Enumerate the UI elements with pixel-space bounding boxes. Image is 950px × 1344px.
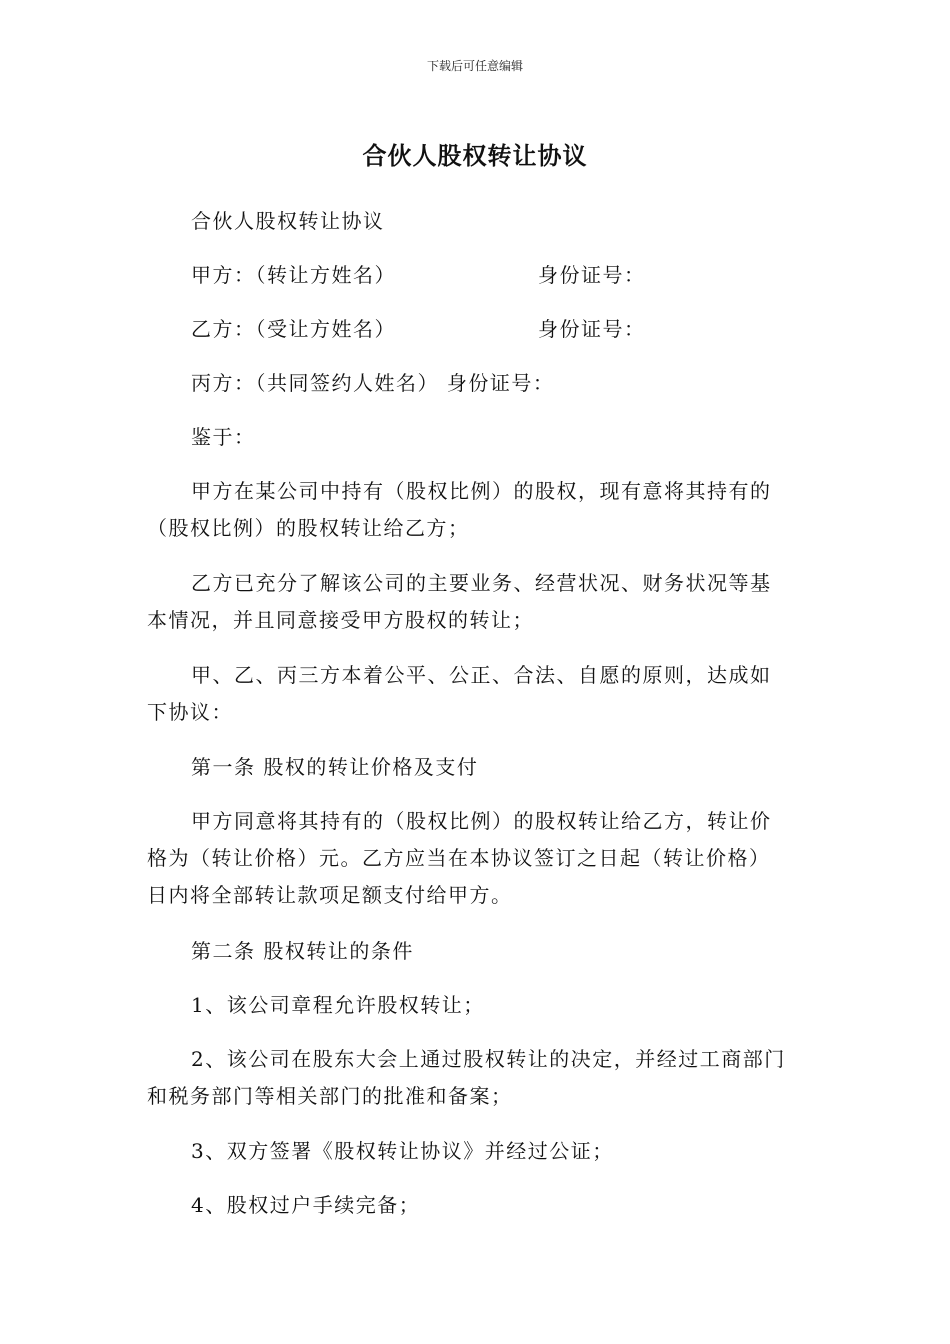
- article-1-line-3: 日内将全部转让款项足额支付给甲方。: [147, 883, 513, 907]
- article-2-heading: 第二条 股权转让的条件: [191, 939, 414, 963]
- party-b-id-label: 身份证号：: [538, 317, 646, 341]
- party-a-line: 甲方：（转让方姓名）: [191, 263, 396, 287]
- paragraph-3-line-1: 甲、乙、丙三方本着公平、公正、合法、自愿的原则，达成如: [191, 663, 772, 687]
- header-note: 下载后可任意编辑: [426, 59, 523, 73]
- article-2-item-4: 4、股权过户手续完备；: [191, 1193, 421, 1217]
- paragraph-3-line-2: 下协议：: [147, 700, 233, 724]
- subtitle: 合伙人股权转让协议: [191, 209, 385, 233]
- article-2-item-3: 3、双方签署《股权转让协议》并经过公证；: [191, 1139, 614, 1163]
- article-2-item-2-line-2: 和税务部门等相关部门的批准和备案；: [147, 1084, 513, 1108]
- paragraph-2-line-2: 本情况，并且同意接受甲方股权的转让；: [147, 608, 534, 632]
- whereas-label: 鉴于：: [191, 425, 256, 449]
- article-2-item-1: 1、该公司章程允许股权转让；: [191, 993, 485, 1017]
- article-1-line-2: 格为（转让价格）元。乙方应当在本协议签订之日起（转让价格）: [147, 846, 771, 870]
- article-1-line-1: 甲方同意将其持有的（股权比例）的股权转让给乙方，转让价: [191, 809, 772, 833]
- party-b-line: 乙方：（受让方姓名）: [191, 317, 396, 341]
- article-1-heading: 第一条 股权的转让价格及支付: [191, 755, 479, 779]
- paragraph-1-line-2: （股权比例）的股权转让给乙方；: [147, 516, 470, 540]
- party-a-id-label: 身份证号：: [538, 263, 646, 287]
- document-title: 合伙人股权转让协议: [362, 142, 588, 170]
- paragraph-1-line-1: 甲方在某公司中持有（股权比例）的股权，现有意将其持有的: [191, 479, 772, 503]
- article-2-item-2-line-1: 2、该公司在股东大会上通过股权转让的决定，并经过工商部门: [191, 1047, 786, 1071]
- paragraph-2-line-1: 乙方已充分了解该公司的主要业务、经营状况、财务状况等基: [191, 571, 772, 595]
- party-c-line: 丙方：（共同签约人姓名） 身份证号：: [191, 371, 555, 395]
